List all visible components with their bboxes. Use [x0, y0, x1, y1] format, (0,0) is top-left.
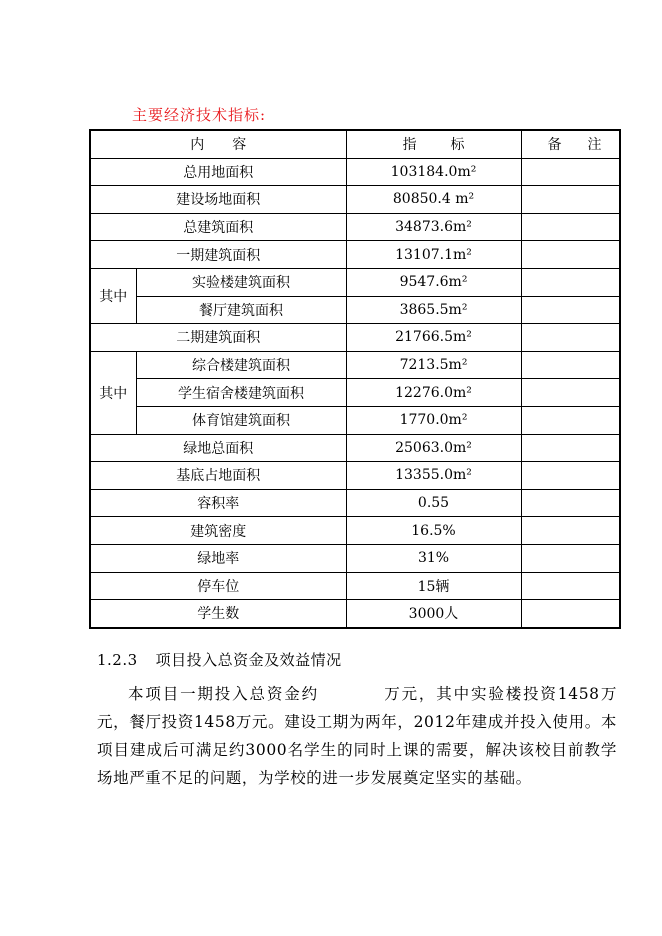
row-remark	[521, 406, 620, 434]
row-value: 25063.0m²	[346, 434, 521, 462]
row-value: 80850.4 m²	[346, 186, 521, 214]
section-number: 1.2.3	[97, 651, 138, 669]
indicators-table	[89, 129, 628, 629]
row-value: 31%	[346, 544, 521, 572]
row-label: 二期建筑面积	[90, 324, 346, 352]
paragraph-part-1: 本项目一期投入总资金约	[128, 685, 319, 703]
row-remark	[521, 544, 620, 572]
row-label: 总建筑面积	[90, 213, 346, 241]
body-paragraph	[97, 680, 617, 792]
header-index: 指标	[346, 130, 521, 158]
row-value: 12276.0m²	[346, 379, 521, 407]
row-remark	[521, 600, 620, 628]
header-remark: 备注	[521, 130, 620, 158]
row-label: 餐厅建筑面积	[136, 296, 346, 324]
row-label: 停车位	[90, 572, 346, 600]
row-remark	[521, 434, 620, 462]
row-value: 1770.0m²	[346, 406, 521, 434]
table-header-row	[90, 130, 620, 158]
row-remark	[521, 241, 620, 269]
row-label: 建筑密度	[90, 517, 346, 545]
table-row	[90, 241, 620, 269]
row-value: 13355.0m²	[346, 462, 521, 490]
row-label: 一期建筑面积	[90, 241, 346, 269]
row-label: 体育馆建筑面积	[136, 406, 346, 434]
row-value: 15辆	[346, 572, 521, 600]
row-value: 21766.5m²	[346, 324, 521, 352]
row-value: 3000人	[346, 600, 521, 628]
header-content: 内容	[90, 130, 346, 158]
table-row	[90, 186, 620, 214]
row-value: 13107.1m²	[346, 241, 521, 269]
table-row	[90, 544, 620, 572]
row-remark	[521, 268, 620, 296]
row-label: 实验楼建筑面积	[136, 268, 346, 296]
row-value: 3865.5m²	[346, 296, 521, 324]
table-heading: 主要经济技术指标:	[132, 106, 267, 124]
table-row	[90, 379, 620, 407]
group-label-phase2: 其中	[90, 351, 136, 434]
table-row	[90, 296, 620, 324]
row-value: 103184.0m²	[346, 158, 521, 186]
row-remark	[521, 324, 620, 352]
row-label: 容积率	[90, 489, 346, 517]
row-remark	[521, 351, 620, 379]
table-row	[90, 434, 620, 462]
table-row	[90, 324, 620, 352]
row-label: 绿地率	[90, 544, 346, 572]
table-row	[90, 489, 620, 517]
row-remark	[521, 379, 620, 407]
table-row	[90, 406, 620, 434]
row-label: 建设场地面积	[90, 186, 346, 214]
row-label: 基底占地面积	[90, 462, 346, 490]
row-label: 绿地总面积	[90, 434, 346, 462]
row-label: 学生宿舍楼建筑面积	[136, 379, 346, 407]
row-value: 7213.5m²	[346, 351, 521, 379]
row-value: 0.55	[346, 489, 521, 517]
row-remark	[521, 517, 620, 545]
row-remark	[521, 462, 620, 490]
row-label: 综合楼建筑面积	[136, 351, 346, 379]
section-heading	[97, 649, 342, 670]
row-remark	[521, 296, 620, 324]
row-label: 学生数	[90, 600, 346, 628]
table-row	[90, 158, 620, 186]
row-remark	[521, 213, 620, 241]
row-remark	[521, 489, 620, 517]
section-title: 项目投入总资金及效益情况	[155, 651, 342, 669]
table-row	[90, 572, 620, 600]
table-row	[90, 517, 620, 545]
group-label-phase1: 其中	[90, 268, 136, 323]
row-value: 34873.6m²	[346, 213, 521, 241]
row-remark	[521, 572, 620, 600]
row-value: 16.5%	[346, 517, 521, 545]
table-row	[90, 351, 620, 379]
table-row	[90, 268, 620, 296]
row-remark	[521, 158, 620, 186]
row-remark	[521, 186, 620, 214]
row-label: 总用地面积	[90, 158, 346, 186]
table-row	[90, 213, 620, 241]
table-row	[90, 462, 620, 490]
paragraph-part-2: 万元，其中实验楼投资1458万元，餐厅投资1458万元。建设工期为两年，2012年建成并投入使用。本项目建成后可满足约3000名学生的同时上课的需要，解决该校目前教学场地严重不足的问题，为学校的进一步发展奠定坚实的基础。	[97, 685, 617, 787]
row-value: 9547.6m²	[346, 268, 521, 296]
table-row	[90, 600, 620, 628]
